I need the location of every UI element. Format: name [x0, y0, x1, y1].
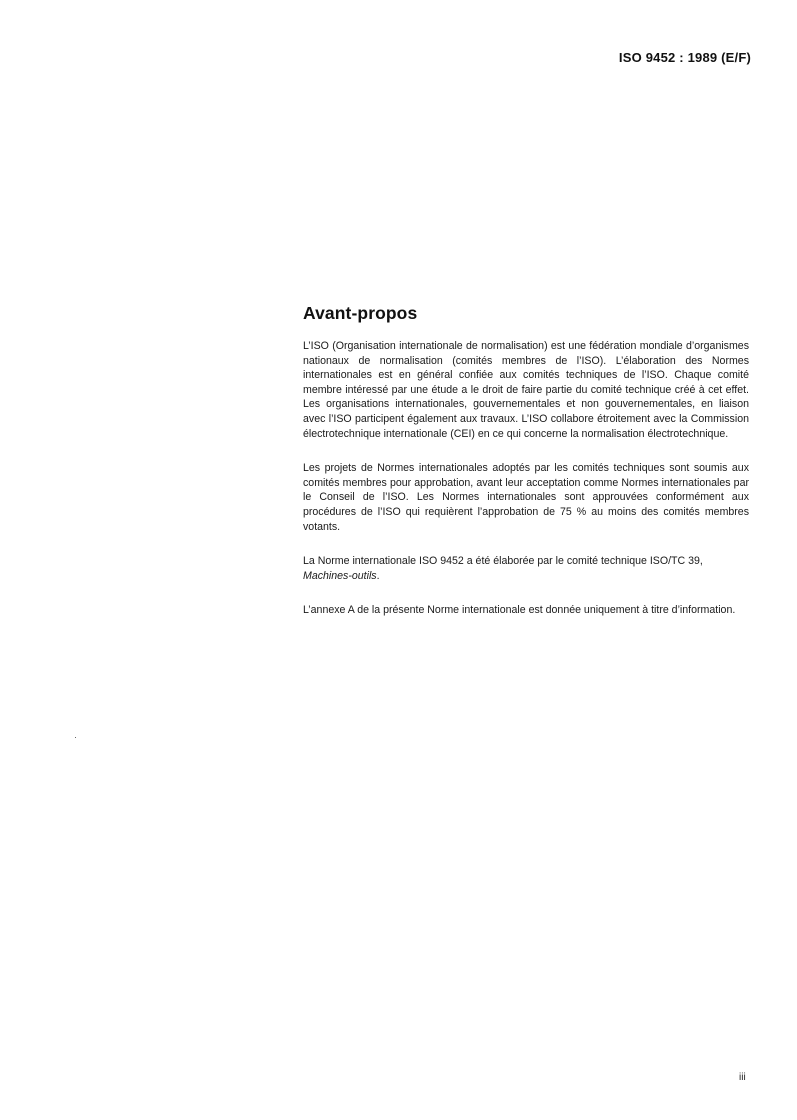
page-number: iii [739, 1072, 746, 1083]
section-title: Avant-propos [303, 303, 418, 323]
scan-speck [75, 737, 76, 738]
paragraph-annex: L’annexe A de la présente Norme internationale est donnée uniquement à titre d’information. [303, 604, 736, 617]
committee-name: Machines-outils [303, 569, 377, 582]
committee-text: La Norme internationale ISO 9452 a été élaborée par le comité technique ISO/TC 39, [303, 555, 703, 568]
paragraph-committee [303, 554, 749, 583]
committee-punct: . [376, 569, 380, 582]
paragraph-approval: Les projets de Normes internationales adoptés par les comités techniques sont soumis aux comités membres pour approbation, avant leur acceptation comme Normes internationales par le Conseil de l’ISO. Les Normes internationales sont approuvées conformément aux procédures de l’ISO qui requièrent l’approbation de 75 % au moins des comités membres votants. [303, 462, 749, 533]
document-reference: ISO 9452 : 1989 (E/F) [618, 50, 751, 65]
foreword-section [303, 303, 749, 638]
paragraph-iso-intro: L’ISO (Organisation internationale de normalisation) est une fédération mondiale d’organismes nationaux de normalisation (comités membres de l’ISO). L’élaboration des Normes internationales est en général confiée aux comités techniques de l’ISO. Chaque comité membre intéressé par une étude a le droit de faire partie du comité technique créé à cet effet. Les organisations internationales, gouvernementales et non gouvernementales, en liaison avec l’ISO participent également aux travaux. L’ISO collabore étroitement avec la Commission électrotechnique internationale (CEI) en ce qui concerne la normalisation électrotechnique. [303, 340, 749, 440]
